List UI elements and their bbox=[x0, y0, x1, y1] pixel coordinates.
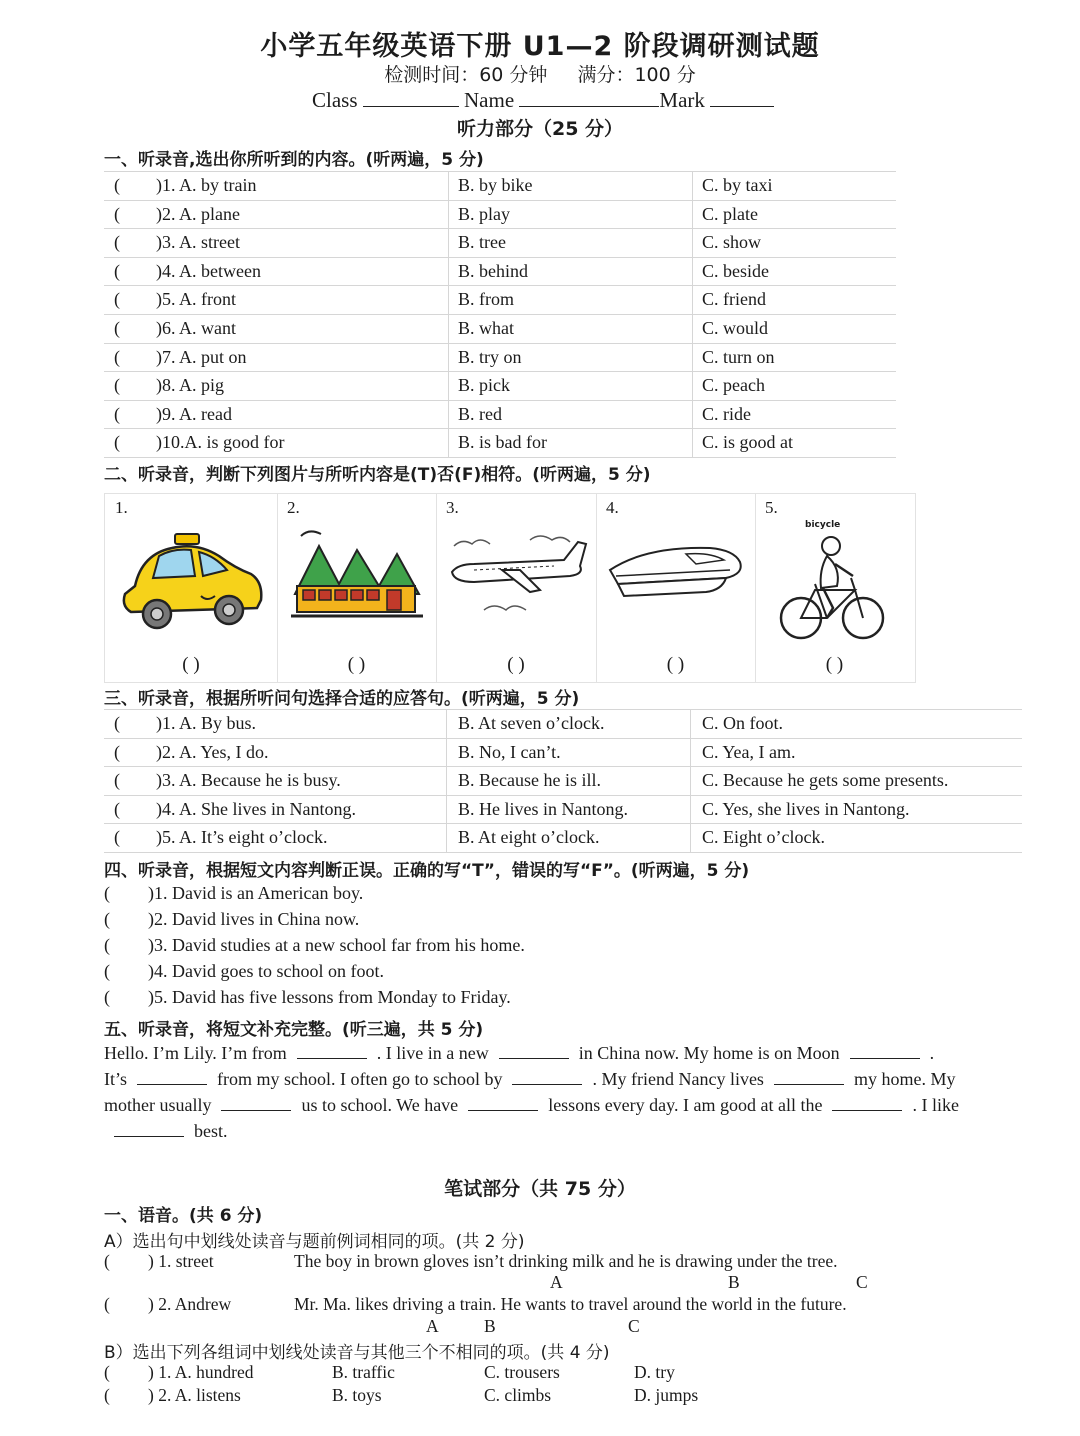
option-a: )4. A. between bbox=[156, 260, 261, 281]
option-b: B. Because he is ill. bbox=[458, 770, 601, 791]
part-a-heading: A）选出句中划线处读音与题前例词相同的项。(共 2 分) bbox=[104, 1232, 525, 1252]
cloze-blank[interactable] bbox=[468, 1110, 538, 1111]
class-blank[interactable] bbox=[363, 88, 459, 107]
list-item: ( )2. David lives in China now. bbox=[104, 909, 360, 929]
section-3-heading: 三、听录音，根据所听问句选择合适的应答句。(听两遍，5 分) bbox=[104, 689, 580, 709]
table-row: ( )9. A. read B. red C. ride bbox=[104, 400, 896, 429]
choice-letter: C bbox=[628, 1316, 640, 1336]
option-c: C. would bbox=[702, 318, 769, 338]
option-a: )9. A. read bbox=[156, 403, 232, 424]
option-b: B. behind bbox=[458, 260, 528, 281]
option-a: )7. A. put on bbox=[156, 346, 247, 367]
cloze-line: best. bbox=[104, 1121, 228, 1142]
cloze-blank[interactable] bbox=[850, 1058, 920, 1059]
section-2-heading: 二、听录音，判断下列图片与所听内容是(T)否(F)相符。(听两遍，5 分) bbox=[104, 465, 651, 485]
cloze-blank[interactable] bbox=[221, 1110, 291, 1111]
option-c: C. friend bbox=[702, 289, 766, 310]
option-a: ) 1. A. hundred bbox=[148, 1362, 254, 1382]
option-b: B. traffic bbox=[332, 1362, 395, 1382]
table-row: ( )6. A. want B. what C. would bbox=[104, 314, 896, 343]
page-title: 小学五年级英语下册 U1—2 阶段调研测试题 bbox=[260, 31, 820, 62]
name-label: Name bbox=[464, 88, 515, 112]
option-c: C. Eight o’clock. bbox=[702, 827, 825, 848]
exam-page: 小学五年级英语下册 U1—2 阶段调研测试题 检测时间：60 分钟 满分：100 分 Class Name Mark 听力部分（25 分） 一、听录音,选出你所听到的内容。(听两遍，5 分) ( )1. A. by train B. by bike C. by taxi ( )2. A. plane B. play C. plate ( )3. A. street B. tree C. show ( )4. A. between B. behind C. beside ( )5. A. front B. from C. friend ( )6. A. want B. what C. would ( )7. A. put on B. try on C. turn on ( )8. A. pig B. pick C. peach ( )9. A. read B. red C. ride ( )10.A. is good for B. is bad for C. is good at 二、听录音，判断下列图片与所听内容是(T)否(F)相符。(听两遍，5 分) 1. ( ) 2. ( ) 3. ( ) 4. ( ) 5. bicycle ( ) 三、听录音，根据所听问句选择合适的应答句。(听两遍，5 分) ( )1. A. By bus. B. At seven o’clock. C. On foot. ( )2. A. Yes, I do. B. No, I can’t. C. Yea, I am. ( )3. A. Because he is busy. B. Because he is ill. C. Because he gets some presents. ( )4. A. She lives in Nantong. B. He lives in Nantong. C. Yes, she lives in Nantong. ( )5. A. It’s eight o’clock. B. At eight o’clock. C. Eight o’clock. 四、听录音，根据短文内容判断正误。正确的写“T”，错误的写“F”。(听两遍，5 分) ( )1. David is an American boy. ( )2. David lives in China now. ( )3. David studies at a new school far from his home. ( )4. David goes to school on foot. ( )5. David has five lessons from Monday to Friday. 五、听录音，将短文补充完整。(听三遍，共 5 分) Hello. I’m Lily. I’m from . I live in a new in China now. My home is on Moon . It’s from my school. I often go to school by . My friend Nancy lives my home. My mother usually us to school. We have lessons every day. I am good at all the . I like best. 笔试部分（共 75 分） 一、语音。(共 6 分) A）选出句中划线处读音与题前例词相同的项。(共 2 分) ( ) 1. street The boy in brown gloves isn’t drinking milk and he is drawing under the tree. A B C ( ) 2. Andrew Mr. Ma. likes driving a train. He wants to travel around the world in the future. A B C B）选出下列各组词中划线处读音与其他三个不相同的项。(共 4 分) ( ) 1. A. hundred B. traffic C. trousers D. try ( ) 2. A. listens B. toys C. climbs D. jumps bbox=[0, 0, 1080, 1436]
option-b: B. red bbox=[458, 403, 502, 424]
picture-number: 2. bbox=[287, 498, 300, 517]
exam-meta bbox=[0, 60, 1080, 87]
picture-cell bbox=[105, 494, 278, 682]
picture-number: 1. bbox=[115, 498, 128, 517]
option-c: C. turn on bbox=[702, 346, 775, 367]
picture-cell bbox=[596, 494, 756, 682]
option-a: )1. A. by train bbox=[156, 175, 257, 195]
question-label: ) 2. Andrew bbox=[148, 1294, 232, 1314]
score-label: 满分：100 分 bbox=[577, 64, 696, 86]
option-c: C. peach bbox=[702, 375, 765, 396]
cloze-blank[interactable] bbox=[512, 1084, 582, 1085]
mark-label: Mark bbox=[659, 88, 705, 112]
option-a: )6. A. want bbox=[156, 318, 236, 338]
option-c: C. Yes, she lives in Nantong. bbox=[702, 798, 910, 819]
section-4-heading: 四、听录音，根据短文内容判断正误。正确的写“T”，错误的写“F”。(听两遍，5 分) bbox=[104, 861, 750, 881]
section-1-heading: 一、听录音,选出你所听到的内容。(听两遍，5 分) bbox=[104, 150, 484, 170]
cloze-blank[interactable] bbox=[499, 1058, 569, 1059]
option-b: B. tree bbox=[458, 232, 506, 253]
picture-cell bbox=[755, 494, 914, 682]
list-item: ( )1. David is an American boy. bbox=[104, 883, 364, 903]
listening-part-heading: 听力部分（25 分） bbox=[456, 118, 624, 140]
option-a: )4. A. She lives in Nantong. bbox=[156, 798, 356, 819]
cloze-line: Hello. I’m Lily. I’m from . I live in a new in China now. My home is on Moon . bbox=[104, 1043, 935, 1063]
written-part-heading: 笔试部分（共 75 分） bbox=[444, 1178, 636, 1200]
cloze-passage bbox=[104, 1043, 984, 1153]
bus-icon bbox=[287, 524, 427, 624]
table-row: ( )3. A. street B. tree C. show bbox=[104, 228, 896, 257]
option-b: B. is bad for bbox=[458, 432, 547, 453]
taxi-icon bbox=[117, 526, 267, 636]
option-a: )1. A. By bus. bbox=[156, 713, 257, 733]
option-c: C. show bbox=[702, 232, 762, 253]
picture-strip bbox=[104, 493, 916, 683]
answer-blank[interactable]: ( ) bbox=[507, 654, 525, 675]
choice-letter: A bbox=[426, 1316, 439, 1336]
option-b: B. play bbox=[458, 203, 510, 224]
answer-blank[interactable]: ( ) bbox=[182, 654, 200, 675]
picture-number: 4. bbox=[606, 498, 619, 517]
cloze-line: mother usually us to school. We have lessons every day. I am good at all the . I like bbox=[104, 1095, 959, 1115]
table-row: ( )7. A. put on B. try on C. turn on bbox=[104, 343, 896, 372]
bicycle-caption: bicycle bbox=[805, 520, 841, 530]
table-row: ( )1. A. By bus. B. At seven o’clock. C. On foot. bbox=[104, 709, 1022, 738]
option-b: B. At seven o’clock. bbox=[458, 713, 605, 733]
list-item: ( )4. David goes to school on foot. bbox=[104, 961, 384, 981]
cloze-blank[interactable] bbox=[774, 1084, 844, 1085]
option-c: C. trousers bbox=[484, 1362, 560, 1382]
choice-letter: A bbox=[550, 1272, 563, 1292]
option-a: )5. A. It’s eight o’clock. bbox=[156, 827, 328, 848]
question-sentence: The boy in brown gloves isn’t drinking milk and he is drawing under the tree. bbox=[294, 1251, 838, 1271]
option-a: )2. A. Yes, I do. bbox=[156, 741, 269, 762]
choice-letter: B bbox=[728, 1272, 740, 1292]
plane-icon bbox=[444, 530, 589, 620]
option-a: )3. A. Because he is busy. bbox=[156, 770, 341, 791]
option-a: )5. A. front bbox=[156, 289, 236, 310]
choice-letter: C bbox=[856, 1272, 868, 1292]
option-c: C. ride bbox=[702, 403, 751, 424]
answer-blank[interactable]: ( ) bbox=[825, 654, 844, 675]
cloze-blank[interactable] bbox=[137, 1084, 207, 1085]
table-row: ( )5. A. It’s eight o’clock. B. At eight o’clock. C. Eight o’clock. bbox=[104, 823, 1022, 853]
option-a: ) 2. A. listens bbox=[148, 1385, 241, 1405]
train-icon bbox=[606, 540, 746, 610]
answer-blank[interactable]: ( ) bbox=[666, 654, 685, 675]
student-info-line bbox=[312, 88, 774, 113]
option-d: D. try bbox=[634, 1362, 675, 1382]
option-c: C. climbs bbox=[484, 1385, 552, 1405]
cloze-blank[interactable] bbox=[114, 1136, 184, 1137]
cloze-blank[interactable] bbox=[297, 1058, 367, 1059]
option-b: B. toys bbox=[332, 1385, 382, 1405]
option-d: D. jumps bbox=[634, 1385, 699, 1405]
option-b: B. No, I can’t. bbox=[458, 741, 561, 762]
option-c: C. Yea, I am. bbox=[702, 741, 796, 762]
option-c: C. Because he gets some presents. bbox=[702, 770, 949, 791]
table-row: ( )3. A. Because he is busy. B. Because he is ill. C. Because he gets some presents. bbox=[104, 766, 1022, 795]
option-b: B. At eight o’clock. bbox=[458, 827, 600, 848]
table-row: ( )10.A. is good for B. is bad for C. is good at bbox=[104, 428, 896, 458]
picture-cell bbox=[277, 494, 437, 682]
option-c: C. beside bbox=[702, 260, 769, 281]
cloze-line: It’s from my school. I often go to school by . My friend Nancy lives my home. My bbox=[104, 1069, 956, 1089]
option-c: C. On foot. bbox=[702, 713, 783, 733]
option-b: B. pick bbox=[458, 375, 510, 396]
table-row: ( )5. A. front B. from C. friend bbox=[104, 285, 896, 314]
part-b-heading: B）选出下列各组词中划线处读音与其他三个不相同的项。(共 4 分) bbox=[104, 1343, 610, 1363]
section-5-heading: 五、听录音，将短文补充完整。(听三遍，共 5 分) bbox=[104, 1020, 484, 1040]
phonics-heading: 一、语音。(共 6 分) bbox=[104, 1206, 263, 1226]
answer-blank[interactable]: ( ) bbox=[347, 654, 366, 675]
name-blank[interactable] bbox=[519, 88, 659, 107]
table-row: ( )8. A. pig B. pick C. peach bbox=[104, 371, 896, 400]
picture-number: 5. bbox=[765, 498, 778, 517]
option-b: B. try on bbox=[458, 346, 522, 367]
bicycle-icon bbox=[771, 534, 891, 644]
table-row: ( )2. A. Yes, I do. B. No, I can’t. C. Yea, I am. bbox=[104, 738, 1022, 767]
table-row: ( )4. A. She lives in Nantong. B. He lives in Nantong. C. Yes, she lives in Nantong. bbox=[104, 795, 1022, 824]
option-b: B. by bike bbox=[458, 175, 533, 195]
option-b: B. He lives in Nantong. bbox=[458, 798, 628, 819]
class-label: Class bbox=[312, 88, 358, 112]
table-row: ( )2. A. plane B. play C. plate bbox=[104, 200, 896, 229]
choice-letter: B bbox=[484, 1316, 496, 1336]
option-b: B. what bbox=[458, 318, 514, 338]
option-a: )10.A. is good for bbox=[156, 432, 285, 453]
cloze-blank[interactable] bbox=[832, 1110, 902, 1111]
option-c: C. plate bbox=[702, 203, 758, 224]
option-c: C. is good at bbox=[702, 432, 794, 453]
picture-number: 3. bbox=[446, 498, 459, 517]
option-a: )8. A. pig bbox=[156, 375, 225, 396]
list-item: ( )3. David studies at a new school far from his home. bbox=[104, 935, 525, 955]
table-row: ( )4. A. between B. behind C. beside bbox=[104, 257, 896, 286]
list-item: ( )5. David has five lessons from Monday to Friday. bbox=[104, 987, 511, 1007]
option-c: C. by taxi bbox=[702, 175, 773, 195]
option-a: )3. A. street bbox=[156, 232, 240, 253]
picture-cell bbox=[436, 494, 597, 682]
question-sentence: Mr. Ma. likes driving a train. He wants to travel around the world in the future. bbox=[294, 1294, 847, 1314]
option-b: B. from bbox=[458, 289, 514, 310]
table-row: ( )1. A. by train B. by bike C. by taxi bbox=[104, 171, 896, 200]
option-a: )2. A. plane bbox=[156, 203, 240, 224]
mark-blank[interactable] bbox=[710, 88, 774, 107]
time-label: 检测时间：60 分钟 bbox=[384, 64, 548, 86]
question-label: ) 1. street bbox=[148, 1251, 214, 1271]
